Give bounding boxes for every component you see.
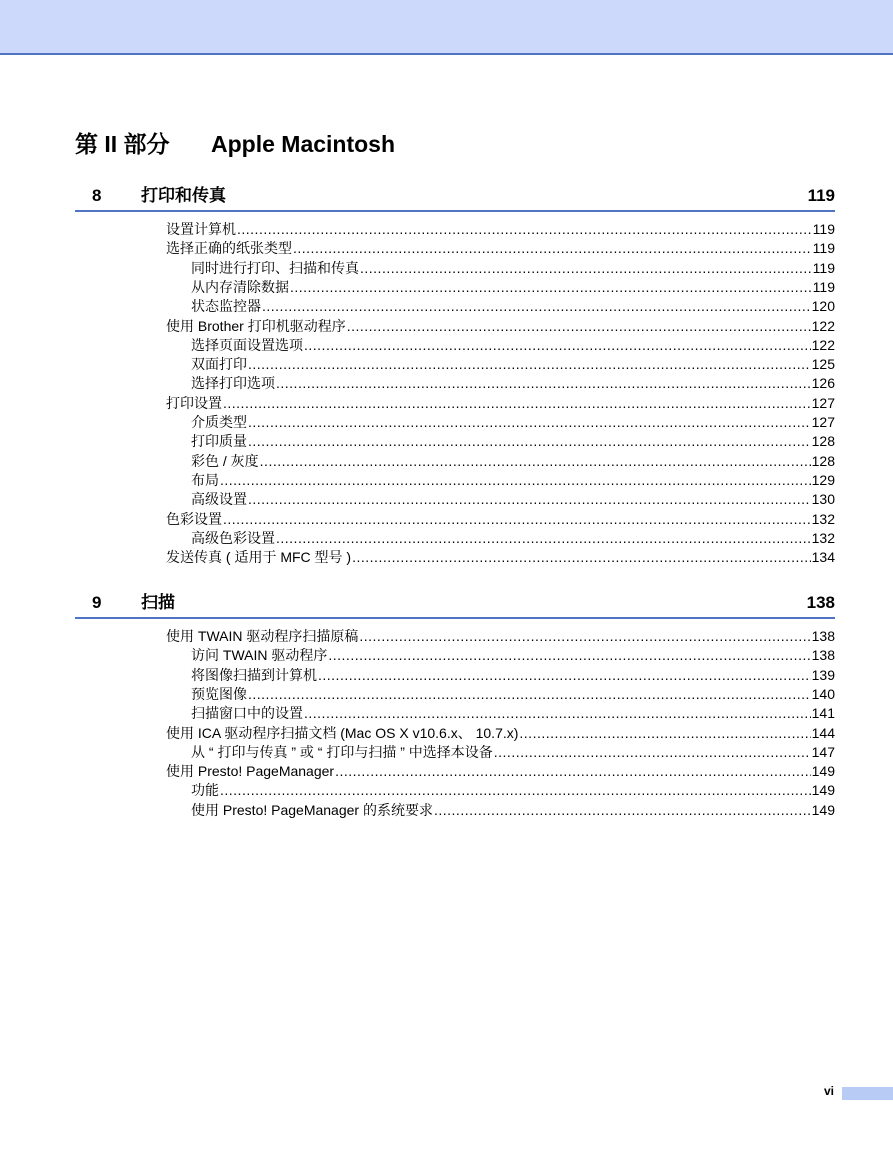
toc-entry-label: 访问 TWAIN 驱动程序 xyxy=(191,647,328,663)
toc-entry-page: 125 xyxy=(811,356,835,372)
toc-entry[interactable] xyxy=(191,685,835,704)
toc-entry-label: 从 “ 打印与传真 ” 或 “ 打印与扫描 ” 中选择本设备 xyxy=(191,744,493,760)
chapter-number: 9 xyxy=(92,593,102,612)
toc-entry-page: 134 xyxy=(811,549,835,565)
chapter-title: 打印和传真 xyxy=(141,186,226,205)
toc-entry-page: 129 xyxy=(811,472,835,488)
toc-entry-page: 119 xyxy=(812,240,835,256)
part-number: 第 II 部分 xyxy=(75,131,170,157)
dot-leader xyxy=(220,781,811,800)
toc-entry-page: 120 xyxy=(811,298,835,314)
dot-leader xyxy=(335,762,811,781)
toc-entry-label: 状态监控器 xyxy=(191,298,261,314)
toc-entry-page: 140 xyxy=(811,686,835,702)
toc-entry[interactable] xyxy=(166,239,835,258)
toc-entry-label: 功能 xyxy=(191,782,219,798)
toc-entry[interactable] xyxy=(191,781,835,800)
toc-entry[interactable] xyxy=(166,548,835,567)
toc-entry[interactable] xyxy=(166,510,835,529)
dot-leader xyxy=(347,317,811,336)
toc-entry[interactable] xyxy=(191,490,835,509)
dot-leader xyxy=(248,413,811,432)
toc-entry[interactable] xyxy=(191,452,835,471)
toc-entry-page: 138 xyxy=(811,647,835,663)
toc-entry[interactable] xyxy=(191,646,835,665)
dot-leader xyxy=(223,510,811,529)
toc-entry[interactable] xyxy=(166,220,835,239)
toc-entry-page: 144 xyxy=(811,725,835,741)
toc-entry-label: 设置计算机 xyxy=(166,221,236,237)
dot-leader xyxy=(434,801,811,820)
toc-entry[interactable] xyxy=(166,394,835,413)
dot-leader xyxy=(519,724,810,743)
toc-entry[interactable] xyxy=(166,627,835,646)
toc-entry-page: 132 xyxy=(811,530,835,546)
dot-leader xyxy=(248,685,811,704)
dot-leader xyxy=(237,220,812,239)
toc-entry-page: 130 xyxy=(811,491,835,507)
toc-entry-label: 介质类型 xyxy=(191,414,247,430)
dot-leader xyxy=(360,259,812,278)
chapter-number: 8 xyxy=(92,186,102,205)
toc-entry[interactable] xyxy=(191,801,835,820)
toc-entry-label: 选择页面设置选项 xyxy=(191,337,303,353)
toc-entry[interactable] xyxy=(191,704,835,723)
toc-entry-label: 打印质量 xyxy=(191,433,247,449)
toc-entry[interactable] xyxy=(166,724,835,743)
header-band xyxy=(0,0,893,55)
toc-entry-page: 127 xyxy=(811,395,835,411)
dot-leader xyxy=(248,490,811,509)
toc-entry-page: 128 xyxy=(811,433,835,449)
chapter-heading-8[interactable] xyxy=(75,184,835,212)
chapter-page: 138 xyxy=(806,593,835,612)
toc-entry[interactable] xyxy=(191,743,835,762)
toc-entry[interactable] xyxy=(191,413,835,432)
dot-leader xyxy=(262,297,811,316)
dot-leader xyxy=(304,704,811,723)
toc-entry-label: 将图像扫描到计算机 xyxy=(191,667,317,683)
toc-entry[interactable] xyxy=(191,374,835,393)
toc-entry-page: 119 xyxy=(812,260,835,276)
toc-entry-page: 139 xyxy=(811,667,835,683)
toc-entry-label: 从内存清除数据 xyxy=(191,279,289,295)
toc-entry[interactable] xyxy=(191,432,835,451)
toc-entry-label: 选择正确的纸张类型 xyxy=(166,240,292,256)
toc-entry-label: 使用 Brother 打印机驱动程序 xyxy=(166,318,346,334)
toc-entry-page: 132 xyxy=(811,511,835,527)
toc-entry-label: 预览图像 xyxy=(191,686,247,702)
toc-entry-page: 141 xyxy=(811,705,835,721)
dot-leader xyxy=(494,743,811,762)
toc-entry[interactable] xyxy=(191,336,835,355)
toc-entry-label: 发送传真 ( 适用于 MFC 型号 ) xyxy=(166,549,352,565)
part-title: Apple Macintosh xyxy=(211,131,396,157)
dot-leader xyxy=(328,646,810,665)
toc-entry-page: 149 xyxy=(811,782,835,798)
toc-entry-label: 使用 Presto! PageManager 的系统要求 xyxy=(191,802,433,818)
toc-entry-page: 119 xyxy=(812,279,835,295)
page-number: vi xyxy=(823,1084,834,1098)
toc-entry-label: 扫描窗口中的设置 xyxy=(191,705,303,721)
toc-entry-label: 打印设置 xyxy=(166,395,222,411)
toc-entry[interactable] xyxy=(166,762,835,781)
toc-entry-label: 使用 TWAIN 驱动程序扫描原稿 xyxy=(166,628,359,644)
toc-entry-label: 高级设置 xyxy=(191,491,247,507)
toc-entry[interactable] xyxy=(191,278,835,297)
toc-entry-page: 126 xyxy=(811,375,835,391)
dot-leader xyxy=(260,452,811,471)
footer-band xyxy=(842,1087,893,1100)
toc-entry-page: 122 xyxy=(811,318,835,334)
chapter-page: 119 xyxy=(807,186,835,205)
toc-entry[interactable] xyxy=(191,355,835,374)
chapter-heading-9[interactable] xyxy=(75,591,835,619)
dot-leader xyxy=(293,239,812,258)
toc-entry[interactable] xyxy=(166,317,835,336)
toc-entry-label: 使用 ICA 驱动程序扫描文档 (Mac OS X v10.6.x、 10.7.x) xyxy=(166,725,519,741)
toc-entry[interactable] xyxy=(191,529,835,548)
dot-leader xyxy=(318,666,811,685)
part-heading xyxy=(75,128,395,160)
toc-entry[interactable] xyxy=(191,471,835,490)
dot-leader xyxy=(359,627,810,646)
dot-leader xyxy=(248,355,811,374)
dot-leader xyxy=(248,432,811,451)
toc-entry-page: 122 xyxy=(811,337,835,353)
dot-leader xyxy=(276,529,811,548)
toc-entry-label: 布局 xyxy=(191,472,219,488)
toc-entry-label: 彩色 / 灰度 xyxy=(191,453,259,469)
chapter-title: 扫描 xyxy=(141,593,175,612)
dot-leader xyxy=(304,336,811,355)
dot-leader xyxy=(290,278,812,297)
toc-entry[interactable] xyxy=(191,666,835,685)
toc-entry-label: 同时进行打印、扫描和传真 xyxy=(191,260,359,276)
toc-entry-label: 双面打印 xyxy=(191,356,247,372)
toc-entry-label: 色彩设置 xyxy=(166,511,222,527)
toc-entry-label: 使用 Presto! PageManager xyxy=(166,763,335,779)
toc-entry-page: 128 xyxy=(811,453,835,469)
toc-entry[interactable] xyxy=(191,297,835,316)
toc-entry-page: 147 xyxy=(811,744,835,760)
toc-entry-page: 138 xyxy=(811,628,835,644)
dot-leader xyxy=(352,548,811,567)
toc-entry-page: 149 xyxy=(811,763,835,779)
toc-entry[interactable] xyxy=(191,259,835,278)
dot-leader xyxy=(223,394,811,413)
toc-entry-page: 119 xyxy=(812,221,835,237)
toc-entry-label: 选择打印选项 xyxy=(191,375,275,391)
dot-leader xyxy=(220,471,811,490)
toc-entry-page: 127 xyxy=(811,414,835,430)
dot-leader xyxy=(276,374,811,393)
toc-entry-page: 149 xyxy=(811,802,835,818)
toc-entry-label: 高级色彩设置 xyxy=(191,530,275,546)
